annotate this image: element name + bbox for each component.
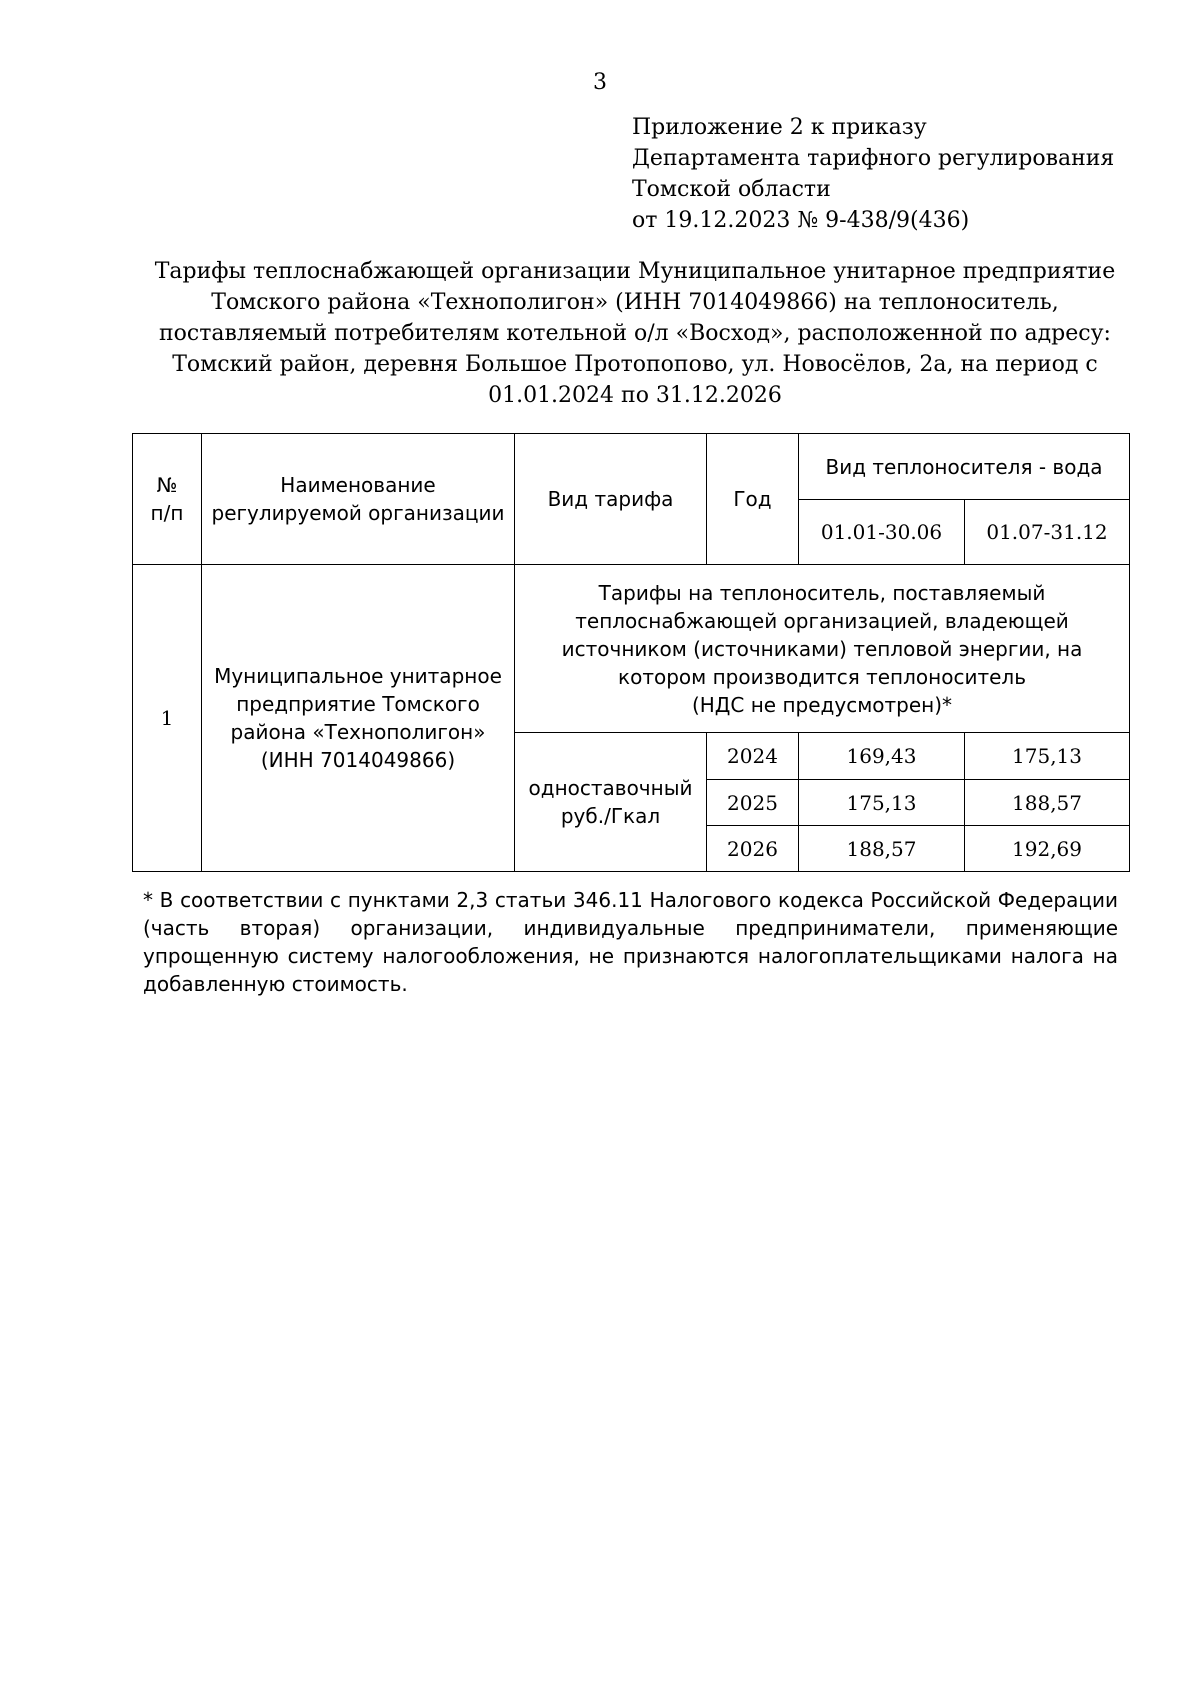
appendix-line: Томской области	[632, 177, 831, 202]
row-org-name	[202, 565, 515, 872]
org-line: предприятие Томского	[236, 692, 480, 716]
header-tariff-type: Вид тарифа	[515, 434, 707, 565]
tariff-section-heading	[515, 565, 1130, 733]
title-line: Томского района «Технополигон» (ИНН 7014049866) на теплоноситель,	[211, 290, 1059, 315]
section-line: теплоснабжающей организацией, владеющей	[575, 608, 1069, 633]
org-line: (ИНН 7014049866)	[260, 748, 456, 772]
tariff-value-period-1: 188,57	[799, 826, 965, 872]
header-number	[133, 434, 202, 565]
tariff-value-period-2: 175,13	[965, 733, 1130, 780]
appendix-reference	[632, 112, 1114, 236]
tariff-value-period-2: 188,57	[965, 780, 1130, 826]
section-line: источником (источниками) тепловой энергии, на	[561, 636, 1083, 661]
org-line: Муниципальное унитарное	[214, 664, 502, 688]
title-line: поставляемый потребителям котельной о/л «Восход», расположенной по адресу:	[159, 321, 1111, 346]
header-period-2: 01.07-31.12	[965, 500, 1130, 565]
appendix-line: Приложение 2 к приказу	[632, 115, 927, 140]
header-org-name	[202, 434, 515, 565]
header-period-1: 01.01-30.06	[799, 500, 965, 565]
footnote: * В соответствии с пунктами 2,3 статьи 346.11 Налогового кодекса Российской Федерации (часть вторая) организации, индивидуальные предприниматели, применяющие упрощенную систему налогообложения, не признаются налогоплательщиками налога на добавленную стоимость.	[143, 888, 1118, 996]
header-org-line: регулируемой организации	[211, 501, 505, 525]
header-year: Год	[707, 434, 799, 565]
tariff-type-line: одноставочный	[528, 776, 693, 800]
tariff-type-cell	[515, 733, 707, 872]
title-line: Томский район, деревня Большое Протопопово, ул. Новосёлов, 2а, на период с	[172, 352, 1098, 377]
header-carrier: Вид теплоносителя - вода	[799, 434, 1130, 500]
section-line: (НДС не предусмотрен)*	[691, 692, 953, 717]
title-line: 01.01.2024 по 31.12.2026	[488, 383, 782, 408]
page-number: 3	[593, 70, 607, 95]
tariff-table	[132, 433, 1130, 872]
tariff-value-period-1: 169,43	[799, 733, 965, 780]
year-cell: 2024	[707, 733, 799, 780]
year-cell: 2026	[707, 826, 799, 872]
row-number: 1	[133, 565, 202, 872]
title-line: Тарифы теплоснабжающей организации Муниципальное унитарное предприятие	[154, 259, 1116, 284]
section-line: котором производится теплоноситель	[618, 664, 1026, 689]
appendix-line: от 19.12.2023 № 9-438/9(436)	[632, 208, 970, 233]
header-number-line: №	[156, 473, 178, 497]
tariff-value-period-1: 175,13	[799, 780, 965, 826]
header-org-line: Наименование	[280, 473, 436, 497]
header-number-line: п/п	[150, 501, 184, 525]
org-line: района «Технополигон»	[230, 720, 486, 744]
document-title	[120, 256, 1150, 411]
year-cell: 2025	[707, 780, 799, 826]
appendix-line: Департамента тарифного регулирования	[632, 146, 1115, 171]
tariff-type-line: руб./Гкал	[560, 804, 661, 828]
section-line: Тарифы на теплоноситель, поставляемый	[598, 580, 1046, 605]
tariff-value-period-2: 192,69	[965, 826, 1130, 872]
